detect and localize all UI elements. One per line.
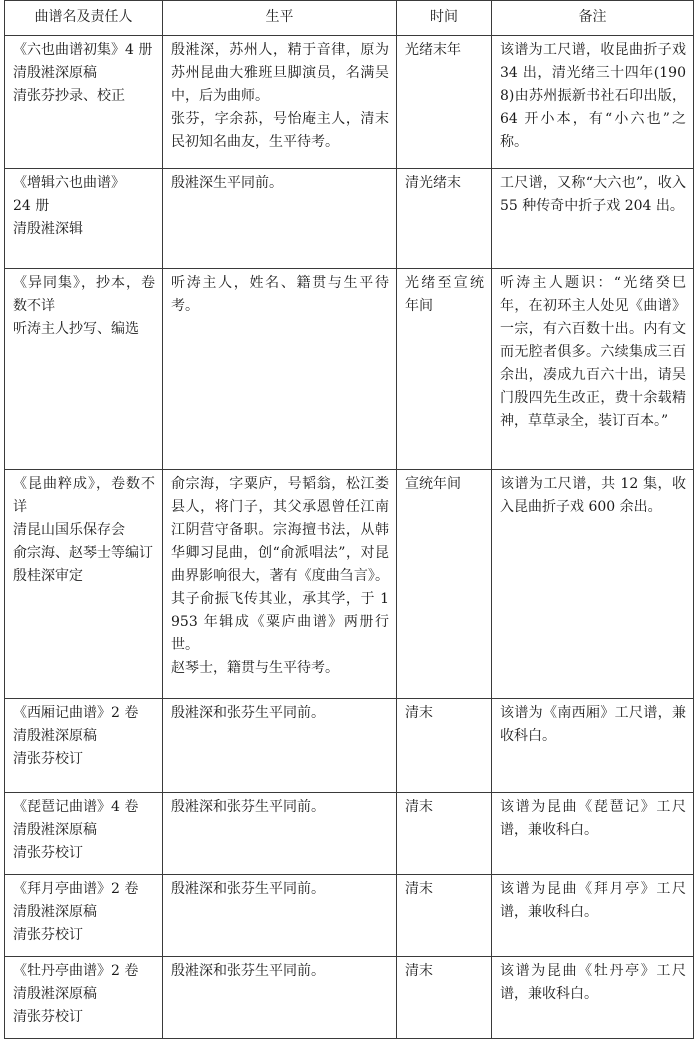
cell-note: 听涛主人题识：“光绪癸巳年，在初环主人处见《曲谱》一宗，有六百数十出。内有文而无腔者俱多。六续集成三百余出，凑成九百六十出，请吴门殷四先生改正，费十余载精神，草草录全，装订百本。” <box>492 269 694 470</box>
title-line: 清殷溎深原稿 <box>13 986 97 1002</box>
header-note: 备注 <box>492 1 694 36</box>
cell-title <box>5 875 163 957</box>
cell-bio <box>163 793 397 875</box>
table-row <box>5 793 694 875</box>
title-line: 《昆曲粹成》，卷数不详 <box>13 476 155 515</box>
title-line: 清张芬校订 <box>13 927 83 943</box>
table-body <box>5 36 694 1039</box>
cell-note: 该谱为昆曲《牡丹亭》工尺谱，兼收科白。 <box>492 957 694 1039</box>
title-line: 《增辑六也曲谱》 <box>13 175 125 191</box>
table-row <box>5 36 694 169</box>
cell-bio <box>163 699 397 793</box>
cell-bio <box>163 36 397 169</box>
header-title: 曲谱名及责任人 <box>5 1 163 36</box>
header-time: 时间 <box>397 1 492 36</box>
title-line: 《拜月亭曲谱》2 卷 <box>13 881 139 897</box>
title-line: 清殷溎深原稿 <box>13 728 97 744</box>
table-row <box>5 957 694 1039</box>
title-line: 殷桂深审定 <box>13 568 83 584</box>
title-line: 俞宗海、赵琴士等编订 <box>13 545 153 561</box>
cell-time: 清末 <box>397 699 492 793</box>
cell-title <box>5 169 163 269</box>
cell-title <box>5 793 163 875</box>
cell-note: 该谱为昆曲《拜月亭》工尺谱，兼收科白。 <box>492 875 694 957</box>
cell-time: 清末 <box>397 793 492 875</box>
cell-bio <box>163 169 397 269</box>
bio-paragraph: 殷溎深和张芬生平同前。 <box>171 799 325 815</box>
cell-title <box>5 269 163 470</box>
cell-time: 清光绪末 <box>397 169 492 269</box>
table-header <box>5 1 694 36</box>
title-line: 《西厢记曲谱》2 卷 <box>13 705 139 721</box>
cell-title <box>5 470 163 699</box>
title-line: 《牡丹亭曲谱》2 卷 <box>13 963 139 979</box>
title-line: 24 册 <box>13 198 50 214</box>
title-line: 清张芬校订 <box>13 751 83 767</box>
bio-paragraph: 殷溎深生平同前。 <box>171 175 283 191</box>
title-line: 听涛主人抄写、编选 <box>13 321 139 337</box>
cell-time: 光绪至宣统年间 <box>397 269 492 470</box>
cell-time: 光绪末年 <box>397 36 492 169</box>
cell-note: 该谱为工尺谱，收昆曲折子戏 34 出，清光绪三十四年(1908)由苏州振新书社石印出版，64 开小本，有“小六也”之称。 <box>492 36 694 169</box>
bio-paragraph: 殷溎深和张芬生平同前。 <box>171 705 325 721</box>
table-row <box>5 269 694 470</box>
table-row <box>5 699 694 793</box>
cell-title <box>5 957 163 1039</box>
title-line: 《异同集》，抄本，卷数不详 <box>13 275 155 314</box>
title-line: 清殷溎深原稿 <box>13 822 97 838</box>
table-row <box>5 470 694 699</box>
cell-note: 该谱为昆曲《琵琶记》工尺谱，兼收科白。 <box>492 793 694 875</box>
cell-note: 该谱为工尺谱，共 12 集，收入昆曲折子戏 600 余出。 <box>492 470 694 699</box>
title-line: 清殷溎深原稿 <box>13 904 97 920</box>
bio-paragraph: 张芬，字余荪，号怡庵主人，清末民初知名曲友，生平待考。 <box>171 111 389 150</box>
cell-title <box>5 699 163 793</box>
bio-paragraph: 俞宗海，字粟庐，号韬翁，松江娄县人，将门子，其父承恩曾任江南江阴营守备职。宗海擅书法，从韩华卿习昆曲，创“俞派唱法”，对昆曲界影响很大，著有《度曲刍言》。其子俞振飞传其业，承其学，于 1953 年辑成《粟庐曲谱》两册行世。 <box>171 476 389 653</box>
title-line: 清张芬校订 <box>13 845 83 861</box>
table-row <box>5 169 694 269</box>
header-bio: 生平 <box>163 1 397 36</box>
bio-paragraph: 殷溎深和张芬生平同前。 <box>171 963 325 979</box>
title-line: 清张芬抄录、校正 <box>13 88 125 104</box>
title-line: 清殷溎深辑 <box>13 221 83 237</box>
qupu-table <box>4 0 694 1039</box>
title-line: 清张芬校订 <box>13 1009 83 1025</box>
cell-title <box>5 36 163 169</box>
title-line: 《琵琶记曲谱》4 卷 <box>13 799 139 815</box>
title-line: 《六也曲谱初集》4 册 <box>13 42 153 58</box>
title-line: 清昆山国乐保存会 <box>13 522 125 538</box>
cell-bio <box>163 470 397 699</box>
bio-paragraph: 赵琴士，籍贯与生平待考。 <box>171 660 339 676</box>
header-row <box>5 1 694 36</box>
cell-bio <box>163 269 397 470</box>
bio-paragraph: 殷溎深和张芬生平同前。 <box>171 881 325 897</box>
bio-paragraph: 殷溎深，苏州人，精于音律，原为苏州昆曲大雅班旦脚演员，名满吴中，后为曲师。 <box>171 42 389 104</box>
cell-bio <box>163 875 397 957</box>
cell-note: 该谱为《南西厢》工尺谱，兼收科白。 <box>492 699 694 793</box>
cell-bio <box>163 957 397 1039</box>
table-row <box>5 875 694 957</box>
bio-paragraph: 听涛主人，姓名、籍贯与生平待考。 <box>171 275 389 314</box>
cell-time: 清末 <box>397 957 492 1039</box>
cell-time: 清末 <box>397 875 492 957</box>
cell-note: 工尺谱，又称“大六也”，收入 55 种传奇中折子戏 204 出。 <box>492 169 694 269</box>
title-line: 清殷溎深原稿 <box>13 65 97 81</box>
cell-time: 宣统年间 <box>397 470 492 699</box>
